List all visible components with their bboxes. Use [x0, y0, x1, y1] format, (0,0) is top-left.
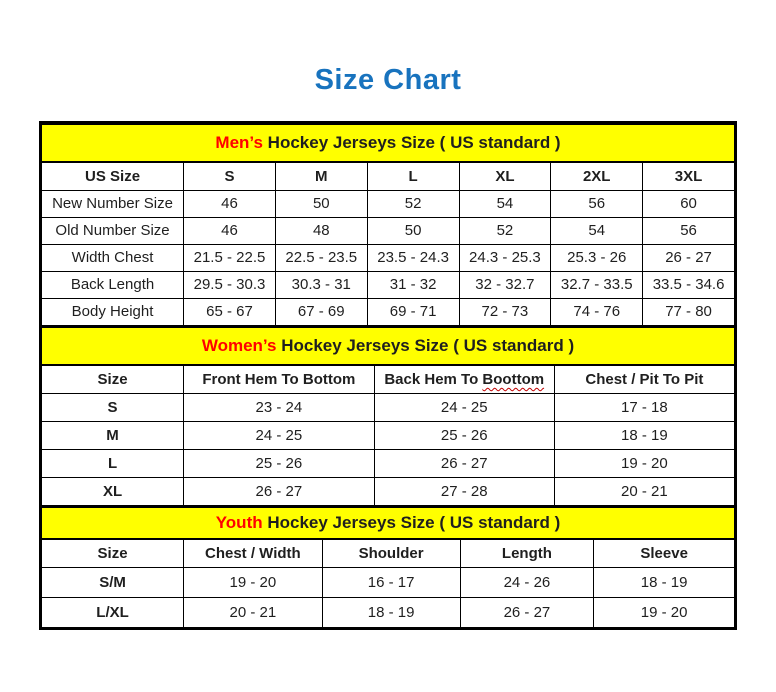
size-cell: 18 - 19	[322, 597, 460, 627]
mens-col-header: XL	[459, 162, 551, 190]
womens-heading-cell	[42, 327, 735, 365]
size-cell: 25 - 26	[184, 450, 375, 478]
size-cell: 24 - 25	[374, 394, 554, 422]
row-label: Back Length	[42, 271, 184, 298]
size-cell: 18 - 19	[554, 422, 734, 450]
size-cell: 21.5 - 22.5	[184, 244, 276, 271]
size-cell: 19 - 20	[554, 450, 734, 478]
size-cell: 30.3 - 31	[275, 271, 367, 298]
size-cell: 26 - 27	[184, 478, 375, 506]
row-label: Old Number Size	[42, 217, 184, 244]
size-chart-container	[39, 121, 737, 630]
table-row	[42, 422, 735, 450]
size-cell: 27 - 28	[374, 478, 554, 506]
size-cell: 22.5 - 23.5	[275, 244, 367, 271]
size-cell: 23.5 - 24.3	[367, 244, 459, 271]
youth-header-row	[42, 539, 735, 567]
row-label: S/M	[42, 567, 184, 597]
womens-col-header-text: Back Hem To	[384, 370, 483, 388]
youth-section-heading	[42, 507, 735, 539]
size-cell: 65 - 67	[184, 298, 276, 325]
size-cell: 54	[459, 190, 551, 217]
womens-size-table	[41, 326, 735, 507]
mens-col-header: 3XL	[643, 162, 735, 190]
mens-col-header: L	[367, 162, 459, 190]
size-cell: 77 - 80	[643, 298, 735, 325]
mens-col-header: S	[184, 162, 276, 190]
mens-heading-cell	[42, 124, 735, 162]
mens-header-row	[42, 162, 735, 190]
size-cell: 31 - 32	[367, 271, 459, 298]
table-row	[42, 567, 735, 597]
size-cell: 32 - 32.7	[459, 271, 551, 298]
size-cell: 19 - 20	[184, 567, 323, 597]
misspelled-word: Boottom	[482, 370, 545, 388]
youth-heading-cell	[42, 507, 735, 539]
size-cell: 56	[643, 217, 735, 244]
table-row	[42, 244, 735, 271]
mens-section-heading	[42, 124, 735, 162]
mens-heading-rest: Hockey Jerseys Size ( US standard )	[262, 133, 561, 152]
size-cell: 56	[551, 190, 643, 217]
mens-col-header: M	[275, 162, 367, 190]
table-row	[42, 597, 735, 627]
womens-col-header: Chest / Pit To Pit	[554, 365, 734, 394]
youth-size-table	[41, 506, 735, 628]
size-cell: 29.5 - 30.3	[184, 271, 276, 298]
womens-col-header: Front Hem To Bottom	[184, 365, 375, 394]
size-cell: 69 - 71	[367, 298, 459, 325]
row-label: L	[42, 450, 184, 478]
size-cell: 67 - 69	[275, 298, 367, 325]
size-cell: 46	[184, 217, 276, 244]
size-cell: 20 - 21	[554, 478, 734, 506]
size-cell: 16 - 17	[322, 567, 460, 597]
youth-col-header: Chest / Width	[184, 539, 323, 567]
row-label: Width Chest	[42, 244, 184, 271]
size-cell: 54	[551, 217, 643, 244]
womens-header-row	[42, 365, 735, 394]
youth-heading-rest: Hockey Jerseys Size ( US standard )	[262, 513, 561, 532]
row-label: L/XL	[42, 597, 184, 627]
youth-col-header: Length	[460, 539, 594, 567]
table-row	[42, 271, 735, 298]
size-cell: 17 - 18	[554, 394, 734, 422]
womens-heading-rest: Hockey Jerseys Size ( US standard )	[276, 335, 575, 355]
size-cell: 52	[367, 190, 459, 217]
size-cell: 32.7 - 33.5	[551, 271, 643, 298]
youth-col-header: Sleeve	[594, 539, 735, 567]
size-cell: 24.3 - 25.3	[459, 244, 551, 271]
size-cell: 33.5 - 34.6	[643, 271, 735, 298]
size-cell: 72 - 73	[459, 298, 551, 325]
youth-col-header: Size	[42, 539, 184, 567]
size-cell: 19 - 20	[594, 597, 735, 627]
size-cell: 18 - 19	[594, 567, 735, 597]
size-cell: 24 - 25	[184, 422, 375, 450]
youth-heading-highlight: Youth	[215, 513, 263, 532]
mens-col-header: 2XL	[551, 162, 643, 190]
row-label: Body Height	[42, 298, 184, 325]
size-cell: 52	[459, 217, 551, 244]
size-cell: 26 - 27	[460, 597, 594, 627]
table-row	[42, 394, 735, 422]
table-row	[42, 190, 735, 217]
row-label: XL	[42, 478, 184, 506]
mens-size-table	[41, 123, 735, 326]
mens-heading-highlight: Men’s	[215, 133, 263, 152]
womens-section-heading	[42, 327, 735, 365]
womens-heading-highlight: Women’s	[201, 335, 277, 355]
size-cell: 60	[643, 190, 735, 217]
size-cell: 25 - 26	[374, 422, 554, 450]
size-cell: 48	[275, 217, 367, 244]
row-label: New Number Size	[42, 190, 184, 217]
table-row	[42, 298, 735, 325]
womens-col-header: Size	[42, 365, 184, 394]
womens-col-header	[374, 365, 554, 394]
size-cell: 25.3 - 26	[551, 244, 643, 271]
size-cell: 20 - 21	[184, 597, 323, 627]
youth-col-header: Shoulder	[322, 539, 460, 567]
size-cell: 50	[367, 217, 459, 244]
row-label: S	[42, 394, 184, 422]
mens-col-header: US Size	[42, 162, 184, 190]
size-cell: 50	[275, 190, 367, 217]
table-row	[42, 450, 735, 478]
table-row	[42, 217, 735, 244]
table-row	[42, 478, 735, 506]
size-cell: 46	[184, 190, 276, 217]
size-cell: 26 - 27	[374, 450, 554, 478]
size-cell: 26 - 27	[643, 244, 735, 271]
row-label: M	[42, 422, 184, 450]
size-cell: 24 - 26	[460, 567, 594, 597]
size-cell: 74 - 76	[551, 298, 643, 325]
size-cell: 23 - 24	[184, 394, 375, 422]
page-title: Size Chart	[314, 64, 462, 96]
